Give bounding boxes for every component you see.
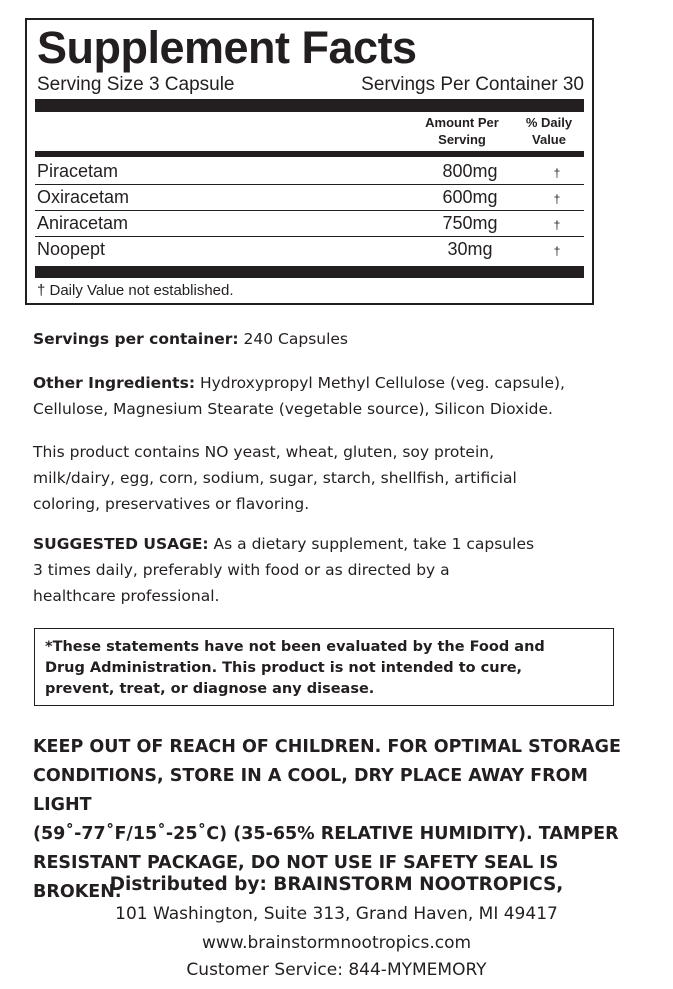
distributor-address: 101 Washington, Suite 313, Grand Haven, MI 49417: [115, 904, 558, 924]
divider-thick-header: [35, 151, 584, 157]
servings-paragraph: [33, 326, 633, 352]
warning-line: KEEP OUT OF REACH OF CHILDREN. FOR OPTIMAL STORAGE: [33, 737, 621, 757]
fda-disclaimer-box: [34, 628, 614, 706]
ingredient-amount: 600mg: [442, 187, 498, 207]
serving-info-row: [37, 74, 584, 96]
supplement-facts-panel: [25, 18, 594, 305]
warning-line: (59˚-77˚F/15˚-25˚C) (35-65% RELATIVE HUMIDITY). TAMPER: [33, 824, 619, 844]
allergen-line: milk/dairy, egg, corn, sodium, sugar, starch, shellfish, artificial: [33, 469, 517, 487]
customer-service: Customer Service: 844-MYMEMORY: [186, 960, 487, 980]
ingredient-name: Aniracetam: [37, 213, 129, 233]
divider-thick-top: [35, 99, 584, 112]
disclaimer-line: *These statements have not been evaluated by the Food and: [45, 639, 545, 655]
ingredient-name: Oxiracetam: [37, 187, 130, 207]
ingredient-name: Piracetam: [37, 161, 119, 181]
servings-value: 240 Capsules: [238, 330, 349, 348]
disclaimer-line: Drug Administration. This product is not intended to cure,: [45, 660, 523, 676]
distributor-website: www.brainstormnootropics.com: [201, 933, 472, 953]
distributor-label: Distributed by:: [109, 874, 267, 895]
header-daily-value: % Daily Value: [525, 115, 573, 147]
ingredient-row: [35, 237, 584, 262]
allergen-line: coloring, preservatives or flavoring.: [33, 495, 310, 513]
daily-value-footnote: † Daily Value not established.: [37, 282, 234, 299]
ingredient-name: Noopept: [37, 239, 106, 259]
ingredient-amount: 800mg: [442, 161, 498, 181]
divider-thick-bottom: [35, 266, 584, 278]
ingredient-row: [35, 211, 584, 237]
servings-per-container: Servings Per Container 30: [361, 74, 584, 95]
facts-title: Supplement Facts: [37, 22, 417, 73]
other-ingredients-label: Other Ingredients:: [33, 374, 196, 392]
disclaimer-line: prevent, treat, or diagnose any disease.: [45, 681, 375, 697]
ingredient-dv: †: [553, 244, 561, 258]
other-ingredients-line: Cellulose, Magnesium Stearate (vegetable source), Silicon Dioxide.: [33, 400, 553, 418]
other-ingredients-line: Hydroxypropyl Methyl Cellulose (veg. capsule),: [195, 374, 565, 392]
ingredient-dv: †: [553, 192, 561, 206]
usage-line: As a dietary supplement, take 1 capsules: [208, 535, 535, 553]
usage-line: healthcare professional.: [33, 587, 220, 605]
usage-label: SUGGESTED USAGE:: [33, 535, 209, 553]
header-amount-per-serving: Amount Per Serving: [425, 115, 499, 147]
ingredient-row: [35, 159, 584, 185]
distributor-heading: [0, 873, 673, 897]
distributor-name: BRAINSTORM NOOTROPICS,: [266, 874, 564, 895]
allergen-line: This product contains NO yeast, wheat, gluten, soy protein,: [33, 443, 495, 461]
ingredient-row: [35, 185, 584, 211]
allergen-paragraph: [33, 439, 633, 517]
usage-paragraph: [33, 531, 633, 609]
ingredient-dv: †: [553, 218, 561, 232]
serving-size: Serving Size 3 Capsule: [37, 74, 235, 95]
warning-line: RESISTANT PACKAGE, DO NOT USE IF SAFETY SEAL IS BROKEN.: [33, 853, 559, 902]
usage-line: 3 times daily, preferably with food or as directed by a: [33, 561, 450, 579]
warning-line: CONDITIONS, STORE IN A COOL, DRY PLACE AWAY FROM LIGHT: [33, 766, 588, 815]
ingredient-amount: 30mg: [447, 239, 493, 259]
other-ingredients-paragraph: [33, 370, 633, 422]
ingredient-amount: 750mg: [442, 213, 498, 233]
servings-label: Servings per container:: [33, 330, 239, 348]
ingredient-dv: †: [553, 166, 561, 180]
